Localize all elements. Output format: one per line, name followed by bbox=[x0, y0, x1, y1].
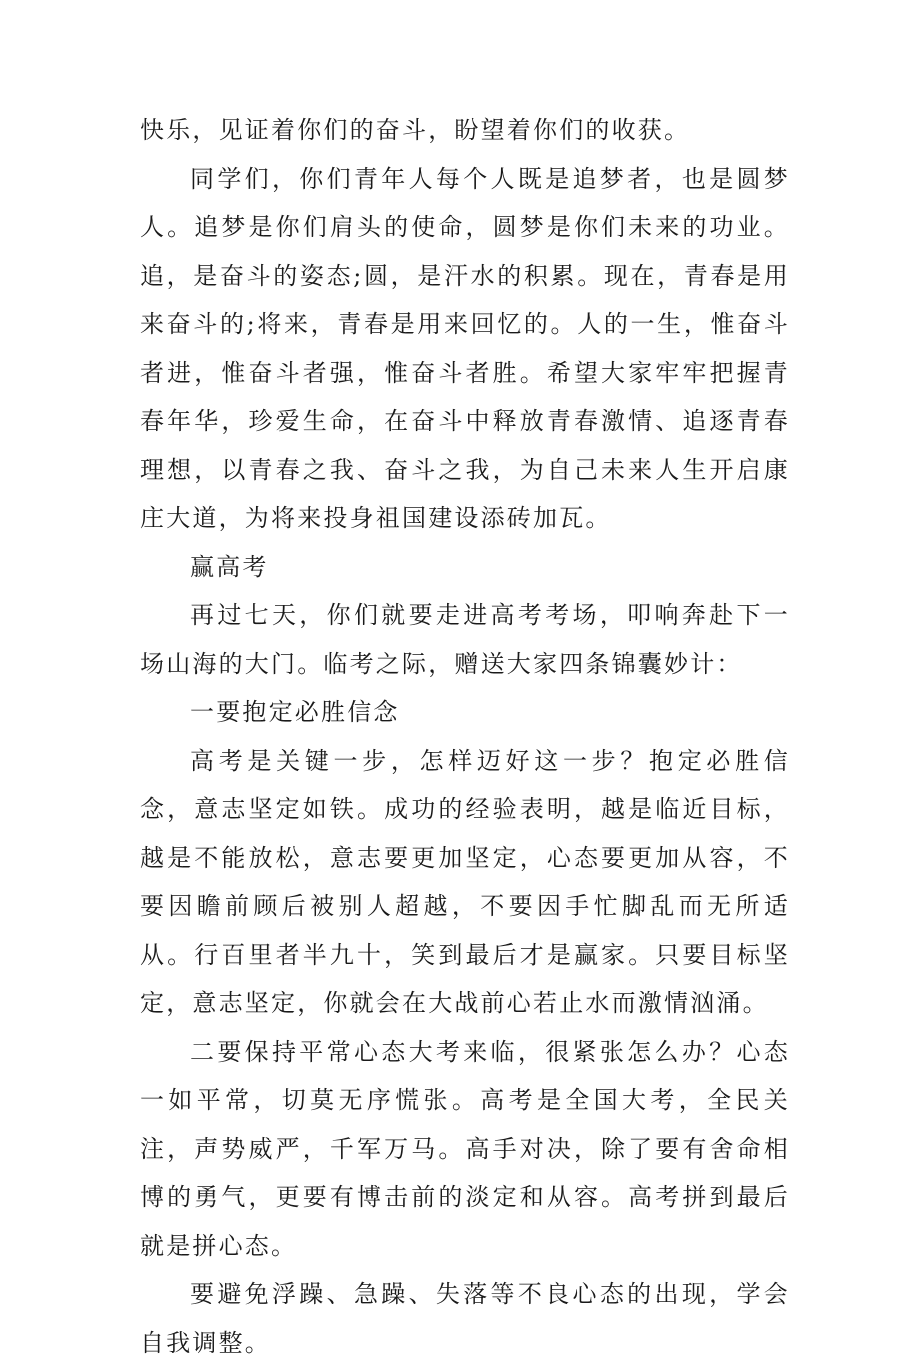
paragraph-continuation: 快乐，见证着你们的奋斗，盼望着你们的收获。 bbox=[140, 116, 691, 144]
paragraph-calm-mindset: 二要保持平常心态大考来临，很紧张怎么办？心态一如平常，切莫无序慌张。高考是全国大考，全民关注，声势威严，千军万马。高手对决，除了要有舍命相博的勇气，更要有博击前的淡定和从容。高考拼到最后就是拼心态。 bbox=[140, 1037, 790, 1260]
paragraph-youth-dream: 同学们，你们青年人每个人既是追梦者，也是圆梦人。追梦是你们肩头的使命，圆梦是你们未来的功业。追，是奋斗的姿态;圆，是汗水的积累。现在，青春是用来奋斗的;将来，青春是用来回忆的。人的一生，惟奋斗者进，惟奋斗者强，惟奋斗者胜。希望大家牢牢把握青春年华，珍爱生命，在奋斗中释放青春激情、追逐青春理想，以青春之我、奋斗之我，为自己未来人生开启康庄大道，为将来投身祖国建设添砖加瓦。 bbox=[140, 164, 790, 532]
paragraph-belief: 高考是关键一步，怎样迈好这一步？抱定必胜信念，意志坚定如铁。成功的经验表明，越是临近目标，越是不能放松，意志要更加坚定，心态要更加从容，不要因瞻前顾后被别人超越，不要因手忙脚乱而无所适从。行百里者半九十，笑到最后才是赢家。只要目标坚定，意志坚定，你就会在大战前心若止水而激情汹涌。 bbox=[140, 746, 790, 1017]
paragraph-exam-intro: 再过七天，你们就要走进高考考场，叩响奔赴下一场山海的大门。临考之际，赠送大家四条锦囊妙计： bbox=[140, 601, 790, 678]
paragraph-self-adjust: 要避免浮躁、急躁、失落等不良心态的出现，学会自我调整。 bbox=[140, 1280, 790, 1357]
section-heading-win-exam: 赢高考 bbox=[190, 552, 269, 581]
document-body bbox=[140, 106, 790, 1367]
subheading-belief: 一要抱定必胜信念 bbox=[190, 698, 400, 726]
